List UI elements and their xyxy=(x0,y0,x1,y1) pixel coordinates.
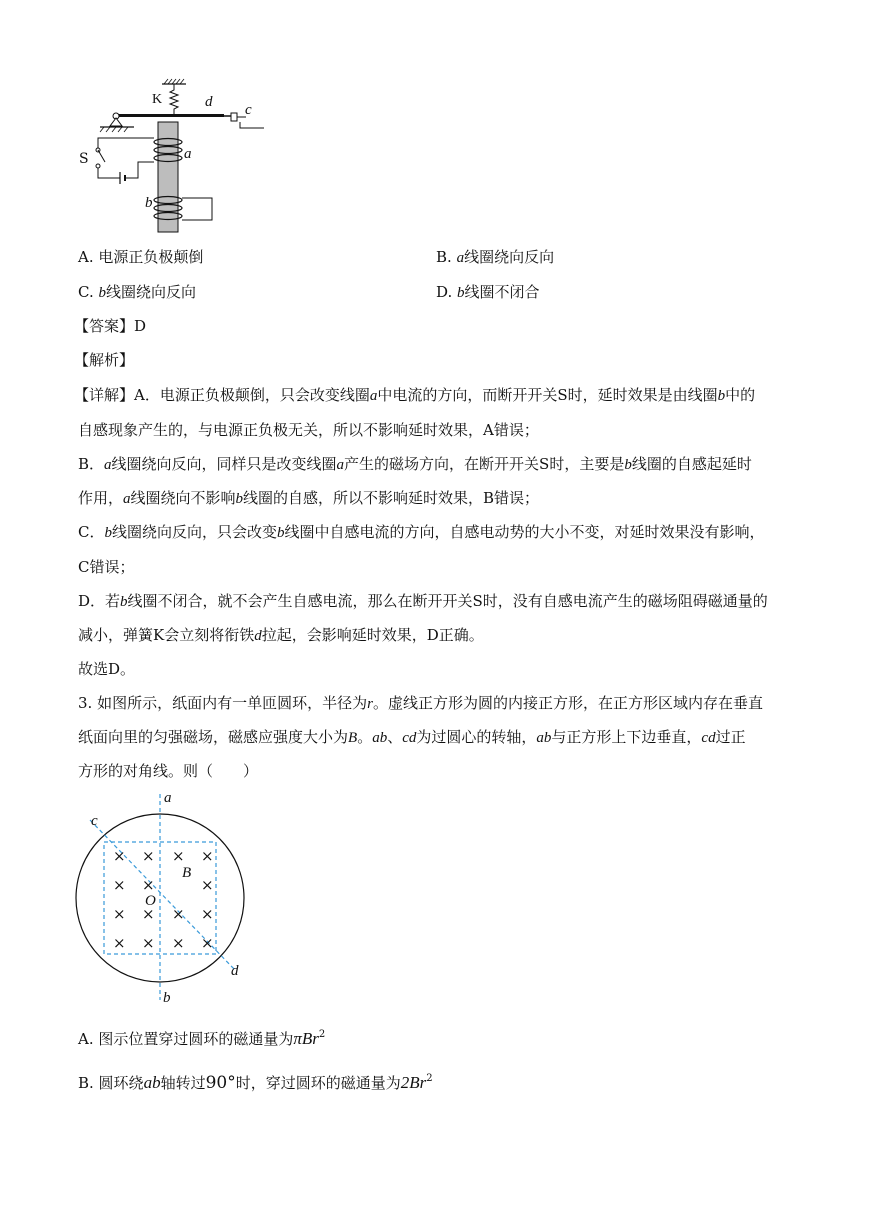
explain-line-6: C错误； xyxy=(78,558,135,576)
fig2-label-b-field: B xyxy=(182,865,192,881)
q2-option-a: A. 电源正负极颠倒 xyxy=(78,248,204,266)
fig2-label-o: O xyxy=(145,893,156,909)
explain-line-5: C．b线圈绕向反向，只会改变b线圈中自感电流的方向，自感电动势的大小不变，对延时效果没有影响， xyxy=(78,523,765,541)
field-cross: × xyxy=(113,934,126,952)
field-cross: × xyxy=(201,905,214,923)
explain-line-4: 作用，a线圈绕向不影响b线圈的自感，所以不影响延时效果，B错误； xyxy=(78,489,540,507)
explain-line-2: 自感现象产生的，与电源正负极无关，所以不影响延时效果，A错误； xyxy=(78,421,539,439)
q3-option-b: B. 圆环绕ab轴转过90°时，穿过圆环的磁通量为2Br$^2$ xyxy=(78,1073,433,1093)
field-cross: × xyxy=(201,876,214,894)
fig1-label-b: b xyxy=(145,195,153,211)
field-cross: × xyxy=(113,876,126,894)
fig1-label-k: K xyxy=(152,92,163,107)
field-cross: × xyxy=(172,905,185,923)
field-cross: × xyxy=(172,934,185,952)
field-cross: × xyxy=(142,876,155,894)
field-cross: × xyxy=(142,847,155,865)
explain-line-7: D．若b线圈不闭合，就不会产生自感电流，那么在断开开关S时，没有自感电流产生的磁场阻碍磁通量的 xyxy=(78,592,768,610)
fig1-label-s: S xyxy=(79,151,89,167)
q3-option-a: A. 图示位置穿过圆环的磁通量为πBr$^2$ xyxy=(78,1029,326,1048)
fig1-label-d: d xyxy=(205,94,213,110)
field-cross: × xyxy=(113,905,126,923)
explain-line-8: 减小，弹簧K会立刻将衔铁d拉起，会影响延时效果，D正确。 xyxy=(78,626,484,644)
fig2-label-b: b xyxy=(163,990,171,1006)
analysis-label: 【解析】 xyxy=(74,351,135,369)
fig2-label-a: a xyxy=(164,790,172,806)
fig2-label-d: d xyxy=(231,963,239,979)
explain-line-1: 【详解】A．电源正负极颠倒，只会改变线圈a中电流的方向，而断开开关S时，延时效果是由线圈b中的 xyxy=(74,386,756,404)
field-cross: × xyxy=(142,934,155,952)
explain-line-3: B．a线圈绕向反向，同样只是改变线圈a产生的磁场方向，在断开开关S时，主要是b线圈的自感起延时 xyxy=(78,455,752,473)
q3-line-1: 3. 如图所示，纸面内有一单匝圆环，半径为r。虚线正方形为圆的内接正方形，在正方形区域内存在垂直 xyxy=(78,694,763,712)
fig1-label-a: a xyxy=(184,146,192,162)
q3-line-3: 方形的对角线。则（ ） xyxy=(78,762,259,780)
field-cross: × xyxy=(113,847,126,865)
fig2-label-c: c xyxy=(91,813,98,829)
q2-option-d: D. b线圈不闭合 xyxy=(436,283,540,301)
field-cross: × xyxy=(201,847,214,865)
fig1-label-c: c xyxy=(245,102,252,118)
field-cross: × xyxy=(201,934,214,952)
q2-option-c: C. b线圈绕向反向 xyxy=(78,283,196,301)
q3-line-2: 纸面向里的匀强磁场，磁感应强度大小为B。ab、cd为过圆心的转轴，ab与正方形上下边垂直，cd过正 xyxy=(78,728,746,746)
q2-option-b: B. a线圈绕向反向 xyxy=(436,248,555,266)
explain-line-9: 故选D。 xyxy=(78,660,136,678)
answer-line: 【答案】D xyxy=(74,317,147,335)
field-cross: × xyxy=(142,905,155,923)
field-cross: × xyxy=(172,847,185,865)
